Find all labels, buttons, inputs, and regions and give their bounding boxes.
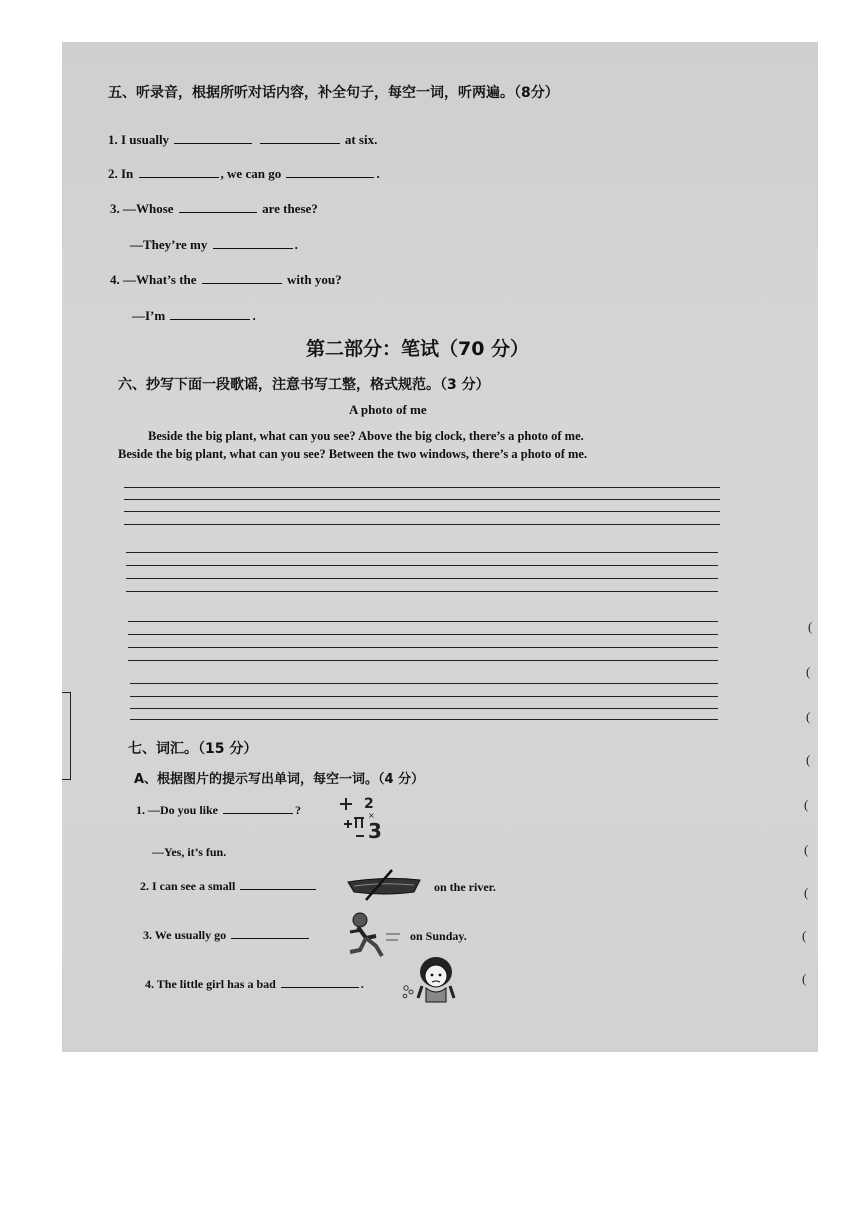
running-boy-icon (342, 910, 404, 960)
s5-q3a: 3. —Whose are these? (110, 201, 318, 216)
answer-blank[interactable] (260, 142, 340, 144)
part2-title: 第二部分：笔试（70 分） (306, 338, 530, 360)
edge-mark: ( (804, 842, 809, 857)
edge-mark: ( (804, 797, 809, 812)
edge-mark: ( (806, 664, 811, 679)
margin-bracket (62, 692, 71, 780)
section7-title: 七、词汇。（15 分） (128, 741, 258, 757)
poem-line-2: Beside the big plant, what can you see? Between the two windows, there’s a photo of me. (118, 447, 588, 461)
s7-q3-end: on Sunday. (410, 929, 467, 943)
svg-text:3: 3 (368, 819, 382, 843)
edge-mark: ( (804, 885, 809, 900)
answer-blank[interactable] (174, 142, 252, 144)
answer-blank[interactable] (240, 888, 316, 890)
section7-partA-title: A、根据图片的提示写出单词，每空一词。（4 分） (134, 772, 425, 787)
answer-blank[interactable] (139, 176, 219, 178)
answer-blank[interactable] (179, 211, 257, 213)
answer-blank[interactable] (202, 282, 282, 284)
s5-q2: 2. In , we can go . (108, 166, 380, 181)
s7-q3: 3. We usually go (143, 928, 311, 943)
svg-text:2: 2 (364, 796, 374, 812)
s5-q3b: —They’re my . (130, 237, 298, 252)
s7-q2-end: on the river. (434, 880, 496, 894)
answer-blank[interactable] (223, 812, 293, 814)
answer-blank[interactable] (281, 986, 359, 988)
answer-blank[interactable] (231, 937, 309, 939)
answer-blank[interactable] (286, 176, 374, 178)
section6-title: 六、抄写下面一段歌谣，注意书写工整，格式规范。（3 分） (118, 377, 490, 393)
boat-icon (344, 868, 424, 902)
sick-girl-icon (400, 952, 464, 1004)
s5-q4b: —I’m . (132, 308, 256, 323)
edge-mark: ( (802, 971, 807, 986)
s5-q1: 1. I usually at six. (108, 132, 378, 147)
edge-mark: ( (802, 928, 807, 943)
s5-q4a: 4. —What’s the with you? (110, 272, 342, 287)
edge-mark: ( (806, 752, 811, 767)
math-symbols-icon (334, 794, 384, 844)
answer-blank[interactable] (170, 318, 250, 320)
s7-q1b: —Yes, it’s fun. (152, 845, 227, 859)
edge-mark: ( (806, 709, 811, 724)
section5-title: 五、听录音，根据所听对话内容，补全句子，每空一词，听两遍。（8分） (108, 85, 559, 101)
s7-q2: 2. I can see a small (140, 879, 318, 894)
s7-q1a: 1. —Do you like ? (136, 803, 302, 817)
poem-line-1: Beside the big plant, what can you see? Above the big clock, there’s a photo of me. (148, 429, 584, 443)
s7-q4: 4. The little girl has a bad . (145, 977, 364, 991)
svg-text:×: × (368, 811, 375, 820)
exam-sheet (62, 42, 818, 1052)
edge-mark: ( (808, 619, 813, 634)
answer-blank[interactable] (213, 247, 293, 249)
poem-title: A photo of me (349, 402, 427, 417)
